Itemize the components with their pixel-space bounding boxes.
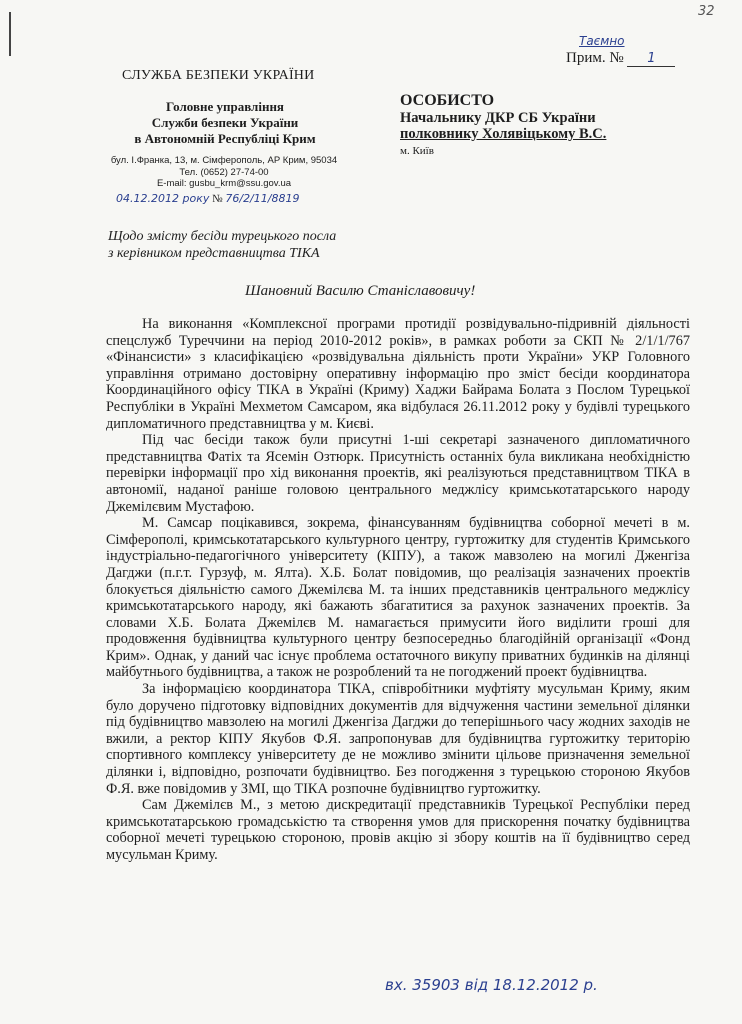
margin-mark xyxy=(9,12,11,56)
recipient-city: м. Київ xyxy=(400,144,434,157)
address-line: Тел. (0652) 27-74-00 xyxy=(179,166,269,178)
page-number: 32 xyxy=(698,4,715,19)
sender-address xyxy=(108,155,340,190)
subject-line: з керівником представництва ТІКА xyxy=(108,246,320,261)
paragraph: За інформацією координатора ТІКА, співробітники муфтіяту мусульман Криму, яким було доручено підготовку відповідних документів для відчуження частини земельної ділянки під будівництво мавзолею на могилі Дженгіза Дагджи до теперішнього часу жодних заходів не вжили, а ректор КІПУ Якубов Ф.Я. запропонував для будівництва гуртожитку територію спортивного комплексу університету де не можливо змінити цільове призначення земельної ділянки і, відповідно, розпочати будівництво. Без погодження з турецькою стороною Якубов Ф.Я. вже повідомив у ЗМІ, що ТІКА розпочне будівництво гуртожитку. xyxy=(106,681,690,797)
org-line: Головне управління xyxy=(166,99,284,114)
org-line: Служби безпеки України xyxy=(151,115,299,130)
org-line: в Автономній Республіці Крим xyxy=(134,131,316,146)
paragraph: Під час бесіди також були присутні 1-ші секретарі зазначеного дипломатичного представництва Фатіх та Ясемін Озтюрк. Присутність останніх була викликана необхідністю перевірки інформації про хід виконання проектів, які реалізуються представництвом ТІКА в автономії, наданої раніше головою центрального меджлісу кримськотатарського народу Джемілєвим Мустафою. xyxy=(106,432,690,515)
address-line: E-mail: gusbu_krm@ssu.gov.ua xyxy=(156,178,292,189)
recipient-block xyxy=(400,93,700,159)
subject xyxy=(108,228,336,262)
copy-number-row xyxy=(566,50,675,67)
paragraph: М. Самсар поцікавився, зокрема, фінансуванням будівництва соборної мечеті в м. Сімферополі, кримськотатарського культурного центру, гуртожитку для студентів Кримського індустріально-педагогічного університету (КІПУ), а також мавзолею на могилі Дженгіза Дагджи (п.г.т. Гурзуф, м. Ялта). Х.Б. Болат повідомив, що реалізація зазначених проектів блокується діяльністю самого Джемілєва М. та інших представників центрального меджлісу кримськотатарського народу, які бажають збагатитися за рахунок зазначених проектів. За словами Х.Б. Болата Джемілєв М. намагається примусити його виділити гроші для продовження будівництва культурного центру безпосередньо благодійній організації «Фонд Крим». Однак, у даний час існує проблема остаточного викупу приватних будинків на ділянці майбутнього будівництва, а також не розроблений та не погоджений проект будівництва. xyxy=(106,515,690,681)
copy-label: Прим. № xyxy=(566,50,624,66)
address-line: бул. І.Франка, 13, м. Сімферополь, АР Крим, 95034 xyxy=(110,155,338,166)
copy-number: 1 xyxy=(627,51,675,67)
personal-marking: ОСОБИСТО xyxy=(400,92,495,109)
paragraph: На виконання «Комплексної програми протидії розвідувально-підривній діяльності спецслужб Туреччини на період 2010-2012 років», в рамках роботи за СКП № 2/1/1/767 «Фінансисти» з класифікацією «розвідувальна діяльність проти України» УКР Головного управління отримано достовірну оперативну інформацію про зміст бесіди координатора Координаційного офісу ТІКА в Україні (Криму) Хаджи Байрама Болата з Послом Турецької Республіки в Україні Мехметом Самсаром, яка відбулася 26.11.2012 року у будівлі турецького дипломатичного представництва у м. Києві. xyxy=(106,316,690,432)
sender-organization xyxy=(105,99,345,147)
incoming-registration: вх. 35903 від 18.12.2012 р. xyxy=(385,976,598,994)
outgoing-number: 76/2/11/8819 xyxy=(225,192,300,205)
outgoing-no-label: № xyxy=(212,193,223,205)
recipient-title: Начальнику ДКР СБ України xyxy=(400,109,596,126)
outgoing-date: 04.12.2012 року xyxy=(116,192,210,205)
paragraph: Сам Джемілєв М., з метою дискредитації представників Турецької Республіки перед кримськотатарською громадськістю та створення умов для прискорення початку будівництва соборної мечеті турецькою стороною, провів акцію зі збору коштів на її будівництво серед мусульман Криму. xyxy=(106,797,690,863)
classification-stamp: Таємно xyxy=(579,34,625,48)
outgoing-registration xyxy=(116,192,299,205)
salutation: Шановний Василю Станіславовичу! xyxy=(245,283,476,299)
subject-line: Щодо змісту бесіди турецького посла xyxy=(108,229,337,244)
recipient-name: полковнику Холявіцькому В.С. xyxy=(400,126,607,142)
agency-name: СЛУЖБА БЕЗПЕКИ УКРАЇНИ xyxy=(122,68,315,83)
letter-body xyxy=(106,316,690,864)
